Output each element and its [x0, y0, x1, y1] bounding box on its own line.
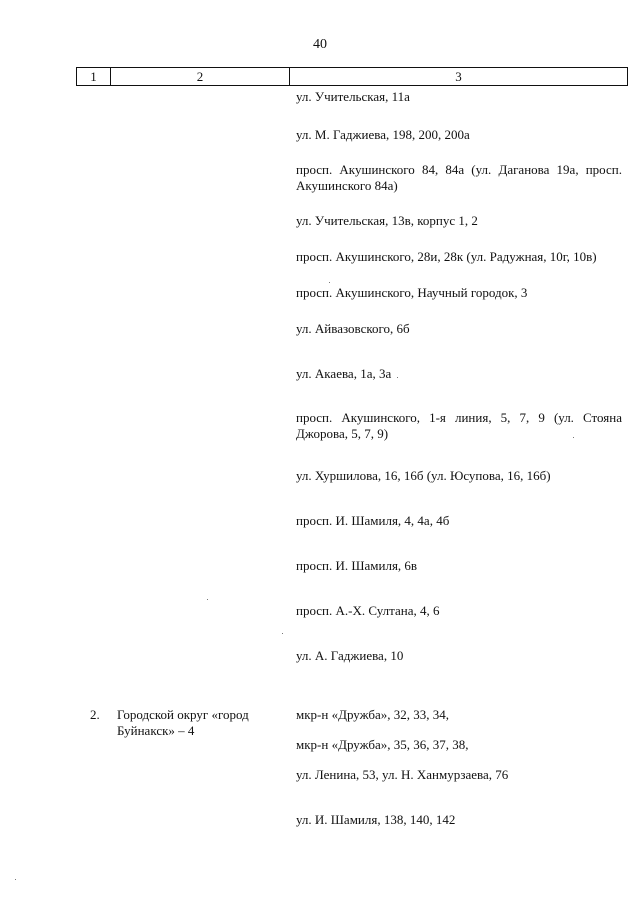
scan-speck	[397, 377, 398, 378]
address-item: просп. И. Шамиля, 4, 4а, 4б	[296, 513, 450, 528]
address-item: просп. А.-Х. Султана, 4, 6	[296, 603, 440, 618]
address-item: ул. Хуршилова, 16, 16б (ул. Юсупова, 16, 16б)	[296, 468, 551, 483]
address-item: мкр-н «Дружба», 35, 36, 37, 38,	[296, 737, 469, 752]
address-item: просп. Акушинского, Научный городок, 3	[296, 285, 528, 300]
address-item: просп. Акушинского, 1-я линия, 5, 7, 9 (ул. Стояна Джорова, 5, 7, 9)	[296, 410, 622, 441]
address-item: ул. Айвазовского, 6б	[296, 321, 410, 336]
address-item: ул. Ленина, 53, ул. Н. Ханмурзаева, 76	[296, 767, 509, 782]
address-item: просп. Акушинского 84, 84а (ул. Даганова 19а, просп. Акушинского 84а)	[296, 162, 622, 193]
address-item: мкр-н «Дружба», 32, 33, 34,	[296, 707, 450, 722]
address-item: ул. Учительская, 11а	[296, 89, 410, 104]
scan-speck	[573, 437, 574, 438]
address-item: ул. А. Гаджиева, 10	[296, 648, 404, 663]
scan-speck	[329, 282, 330, 283]
page-number: 40	[313, 37, 327, 52]
address-item: просп. И. Шамиля, 6в	[296, 558, 418, 573]
scan-speck	[15, 879, 16, 880]
address-item: ул. Акаева, 1а, 3а	[296, 366, 392, 381]
column-header-3: 3	[455, 69, 462, 84]
address-item: ул. И. Шамиля, 138, 140, 142	[296, 812, 456, 827]
row-number: 2.	[90, 707, 100, 722]
municipality-name: Городской округ «город Буйнакск» – 4	[117, 707, 249, 738]
scan-speck	[207, 599, 208, 600]
address-item: ул. М. Гаджиева, 198, 200, 200а	[296, 127, 470, 142]
column-header-1: 1	[90, 69, 97, 84]
address-item: просп. Акушинского, 28и, 28к (ул. Радужная, 10г, 10в)	[296, 249, 597, 264]
table-header	[76, 67, 628, 86]
address-item: ул. Учительская, 13в, корпус 1, 2	[296, 213, 478, 228]
scan-speck	[282, 633, 283, 634]
column-header-2: 2	[196, 69, 204, 84]
